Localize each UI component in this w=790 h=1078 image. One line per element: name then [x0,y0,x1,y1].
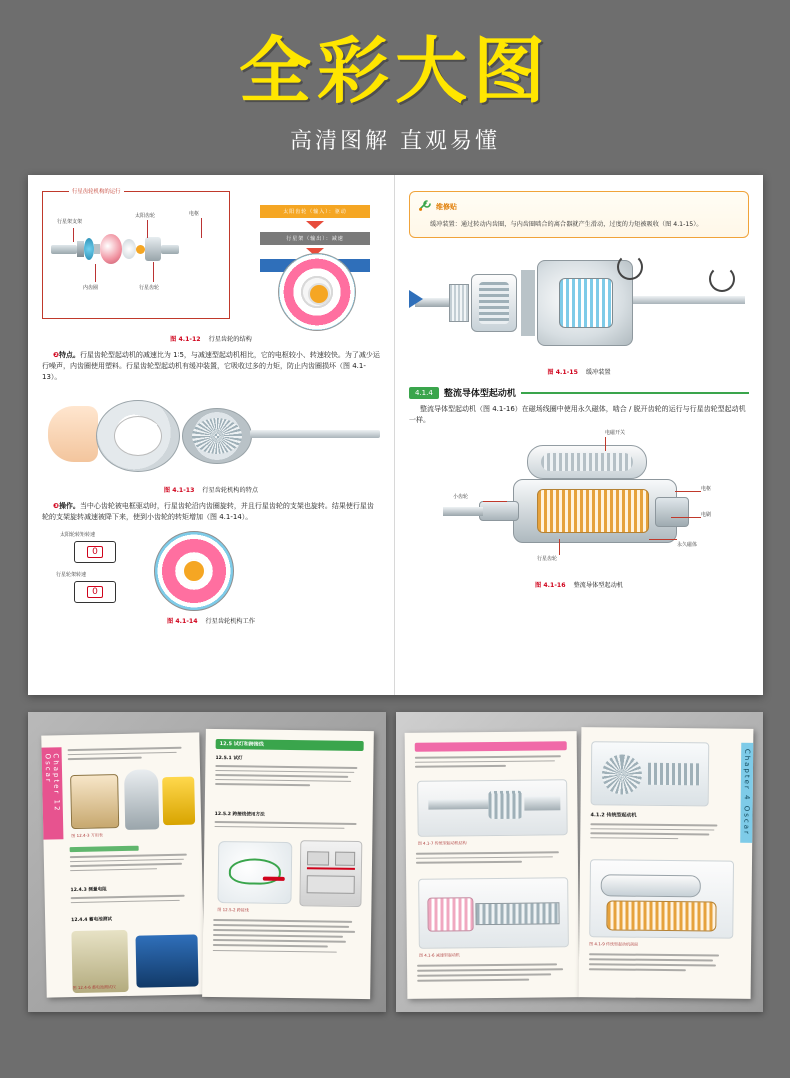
planetary-gear-diagram [42,191,230,319]
photo-open-book-left [28,712,386,1012]
gauge-label-sun: 太阳轮转矩转速 [60,531,96,538]
photo-subheading-1: 12.4.3 测量电阻 [70,887,107,894]
banner-title: 全彩大图 [238,29,551,113]
motor-label-magnet: 永久磁体 [677,541,698,548]
paragraph-features: ❷特点。行星齿轮型起动机的减速比为 1∶5，与减速型起动机相比，它的电枢较小、转速较快。为了减少运行噪声，内齿圈使用塑料。行星齿轮型起动机有缓冲装置，它吸收过多的力矩，防止内齿圈损坏（图 4.1-13）。 [42,351,380,382]
photo-figure-circuit [299,840,362,907]
figure-4-1-12-caption: 图 4.1-12 行星齿轮的结构 [170,336,252,343]
diagram-label-carrier: 行星架支架 [57,219,83,225]
photo-figure-cutaway [418,877,569,949]
photo-caption-r1: 图 4.1-7 传统型起动机结构 [417,840,467,846]
maintenance-tip-box [409,191,749,238]
book-right-photo-left-leaf [405,731,580,999]
side-tab-left: Chapter 12 Oscar [42,747,64,839]
tip-title: 维修贴 [436,202,457,211]
diagram-label-planet-gear: 行星齿轮 [139,285,160,291]
paragraph-operation: ❸操作。当中心齿轮被电框驱动时，行星齿轮沿内齿圈旋转，并且行星齿轮的支架也旋转。结果使行星齿轮的支架旋转减速被降下来，使到小齿轮的转矩增加（图 4.1-14）。 [42,501,374,521]
hand-gear-illustration [42,390,380,482]
photo-figure-gear-cluster [591,741,710,806]
gauge-value-carrier: 0 [87,586,103,598]
photo-caption-left-bottom: 图 12.4-6 蓄电池测试仪 [72,984,117,991]
starter-motor-illustration [409,427,749,577]
motor-label-planet: 行星齿轮 [537,555,558,562]
exploded-shaft-graphic [51,234,179,264]
photo-caption-r3: 图 4.1-9 传统型起动机剖面 [589,941,639,947]
gauge-label-carrier: 行星轮架转速 [56,571,87,578]
photo-figure-blue-device [135,934,198,987]
photo-figure-jumper [217,841,292,904]
photo-figure-starter-cutaway [589,859,734,939]
diagram-label-armature: 电枢 [189,211,200,217]
banner [0,0,790,155]
photo-heading-text: 12.5 试灯和跨接线 [219,741,264,748]
figure-4-1-16-caption: 图 4.1-16 整流导体型起动机 [535,581,623,589]
photo-figure-gear-shaft [417,779,568,837]
motor-label-solenoid: 电磁开关 [605,429,626,436]
planetary-gear-wheel-graphic [278,253,356,331]
motor-label-armature: 电枢 [701,485,712,492]
arrow-down-icon [306,221,324,229]
section-title: 整流导体型起动机 [443,389,516,400]
diagram-label-ring-gear: 内齿圈 [83,285,99,291]
wrench-icon [418,197,432,216]
photo-caption-jumper: 图 12.5-2 跨接线 [217,907,249,913]
photo-subheading-2: 12.4.4 蓄电池测试 [71,917,113,924]
book-right-photo-right-leaf [579,727,754,999]
flow-bar-sun: 太阳齿轮（输入）：驱动 [260,205,370,218]
photo-caption-r0: 图 4.1-6 减速型起动机 [418,952,460,958]
section-heading [409,386,749,399]
photo-caption-group-1: 图 12.4-3 万用表 [71,832,103,839]
diagram-label-sun-gear: 太阳齿轮 [135,213,156,219]
spread-left-page [28,175,395,695]
photo-figure-multimeter [70,774,119,829]
section-underline [521,392,749,394]
gauge-value-sun: 0 [87,546,103,558]
photo-subheading-3: 12.5.2 跨接线使用方法 [214,811,265,818]
figure-4-1-15-caption: 图 4.1-15 缓冲装置 [547,369,611,377]
figure-4-1-14-caption: 图 4.1-14 行星齿轮机构工作 [167,617,255,625]
figure-4-1-13-caption: 图 4.1-13 行星齿轮机构的特点 [163,486,259,494]
flow-bar-carrier: 行星架（输出）：减速 [260,232,370,245]
photo-subheading-0: 12.5.1 试灯 [215,755,243,762]
tip-header [418,197,740,216]
banner-subtitle: 高清图解 直观易懂 [290,128,500,154]
section-body: 整流导体型起动机（图 4.1-16）在磁场线圈中使用永久磁体，啮合 / 脱开齿轮的运行与行星齿轮型起动机一样。 [409,405,746,425]
spread-right-page [395,175,763,695]
book-left-leaf [41,732,204,997]
side-tab-right: Chapter 4 Oscar [740,743,753,843]
tip-body: 缓冲装置：通过转动内齿圈，与内齿圈啮合的离合器就产生滑动，过度的力矩被吸收（图 4.1-15）。 [430,221,703,228]
book-spread [28,175,763,695]
photo-section-title-right: 4.1.2 传统型起动机 [590,812,637,819]
photo-row [28,712,763,1052]
speed-gauge-illustration [42,529,380,613]
motor-label-pinion: 小齿轮 [453,493,469,500]
section-number: 4.1.4 [409,387,439,399]
motor-label-brush: 电刷 [701,511,712,518]
photo-figure-tester [162,776,195,825]
photo-figure-clamp-meter [124,769,159,830]
diagram-title: 行星齿轮机构的运行 [69,187,124,195]
photo-heading-bar-2 [415,741,567,752]
book-right-leaf [202,729,374,999]
photo-open-book-right [396,712,763,1012]
damper-device-illustration [409,246,749,364]
